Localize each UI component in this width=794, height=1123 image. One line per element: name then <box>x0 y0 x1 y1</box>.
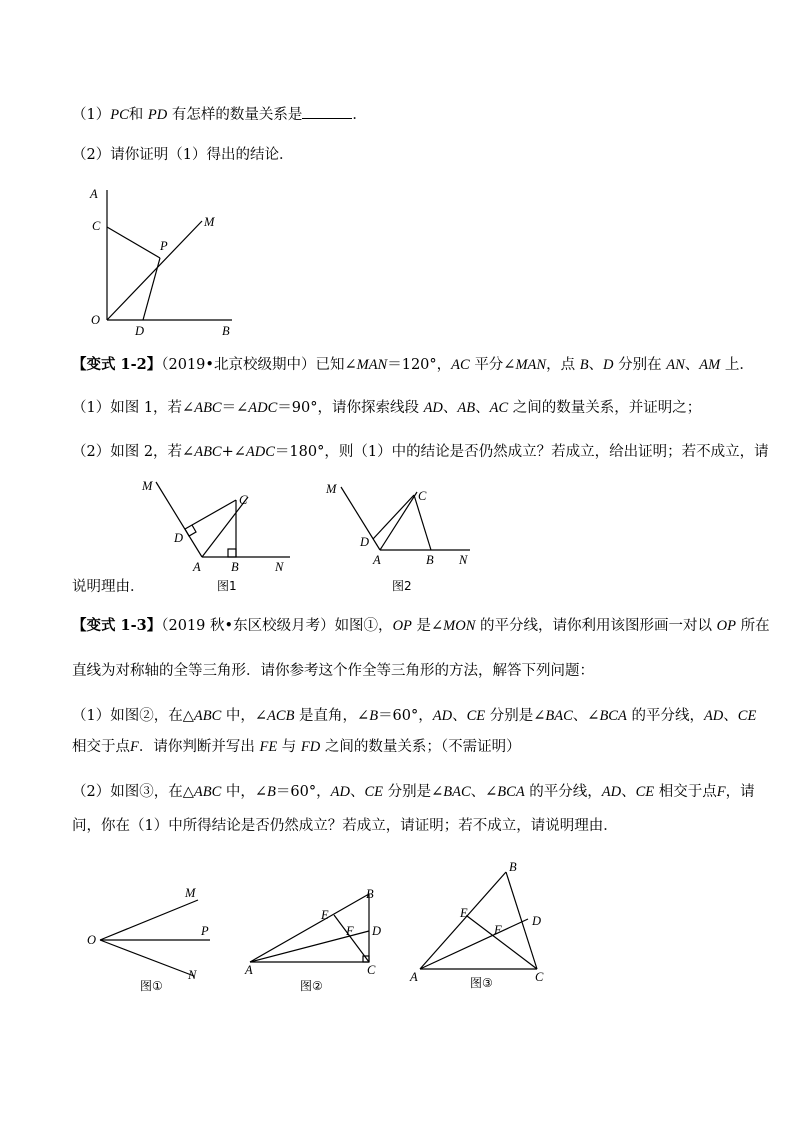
figure-1-caption: 图1 <box>217 579 237 593</box>
t: ，请 <box>725 784 755 800</box>
variant-source: （2019 秋•东区校级月考） <box>161 618 335 634</box>
t: 是∠ <box>416 618 444 634</box>
var: FE <box>259 739 278 755</box>
var: ADC <box>245 444 275 460</box>
label-c: C <box>239 493 248 507</box>
label-c: C <box>92 219 101 233</box>
question-1-line <box>72 104 367 124</box>
label-n: N <box>275 560 284 574</box>
label-c: C <box>535 970 544 984</box>
t: 、 <box>588 357 604 373</box>
label-f: F <box>346 924 354 938</box>
var: ABC <box>193 708 222 724</box>
var: AD <box>432 708 453 724</box>
figure-angle-bisector <box>80 180 250 338</box>
variant-1-2-line <box>72 356 754 374</box>
t: 、 <box>621 784 636 800</box>
figure-circle-3 <box>404 855 564 995</box>
t: 所在 <box>740 618 770 634</box>
var: AD <box>330 784 350 800</box>
t: 的平分线， <box>529 784 602 800</box>
var: BAC <box>443 784 471 800</box>
var: AN <box>666 357 685 373</box>
label-n: N <box>188 968 197 982</box>
var: B <box>369 708 379 724</box>
t: ＝60°， <box>275 784 331 800</box>
var: B <box>267 784 276 800</box>
figure-2 <box>320 470 480 600</box>
t: 是直角，∠ <box>299 708 370 724</box>
variant-1-2-q2-cont <box>72 578 145 596</box>
label-m: M <box>326 482 337 496</box>
var: MAN <box>356 357 388 373</box>
label-d: D <box>135 324 145 338</box>
label-f: F <box>494 923 502 937</box>
t: 说明理由． <box>72 579 145 595</box>
var: OP <box>392 618 412 634</box>
var-pd: PD <box>147 107 168 123</box>
figure-circle-3-caption: 图③ <box>470 976 493 990</box>
var: ABC <box>194 444 222 460</box>
t: ＝120°， <box>387 357 452 373</box>
variant-1-3-q2-line-2 <box>72 817 618 835</box>
t: 直线为对称轴的全等三角形．请你参考这个作全等三角形的方法，解答下列问题： <box>72 663 594 679</box>
t: 分别是∠ <box>387 784 444 800</box>
var: F <box>716 784 726 800</box>
label-c: C <box>418 489 427 503</box>
variant-1-3-q2-line <box>72 783 755 801</box>
label-a: A <box>410 970 418 984</box>
variant-tag: 【变式 1-2】 <box>72 356 162 373</box>
question-2-line <box>72 146 293 164</box>
t: 的平分线， <box>631 708 704 724</box>
t: 、∠ <box>470 784 498 800</box>
var: D <box>603 357 614 373</box>
variant-1-2-q2-line <box>72 443 769 461</box>
var: AD <box>703 708 724 724</box>
t: 中，∠ <box>225 784 268 800</box>
var: MON <box>443 618 476 634</box>
label-o: O <box>87 933 97 947</box>
t: 分别在 <box>618 357 662 373</box>
var: ABC <box>193 784 222 800</box>
figure-2-caption: 图2 <box>392 579 412 593</box>
label-a: A <box>245 963 253 977</box>
t: ＝∠ <box>221 400 249 416</box>
var: BCA <box>599 708 627 724</box>
text-he: 和 <box>128 107 144 123</box>
figure-1 <box>140 470 300 600</box>
var: AC <box>451 357 470 373</box>
t: 之间的数量关系；（不需证明） <box>324 739 521 755</box>
label-c: C <box>367 963 376 977</box>
t: 相交于点 <box>658 784 717 800</box>
t: 的平分线，请你利用该图形画一对以 <box>480 618 713 634</box>
var: ACB <box>267 708 295 724</box>
var: AD <box>601 784 622 800</box>
t: 、 <box>475 400 490 416</box>
figure-circle-2 <box>240 880 400 1000</box>
var: ABC <box>194 400 222 416</box>
t: ，点 <box>546 357 576 373</box>
var: B <box>579 357 589 373</box>
t: 上． <box>724 357 754 373</box>
answer-blank <box>302 104 352 119</box>
label-a: A <box>193 560 201 574</box>
var: OP <box>716 618 736 634</box>
var: ADC <box>248 400 278 416</box>
label-b: B <box>231 560 239 574</box>
t: （2）如图 2，若∠ <box>72 444 195 460</box>
label-a: A <box>90 187 98 201</box>
q-text: 有怎样的数量关系是 <box>171 107 303 123</box>
figure-circle-2-caption: 图② <box>300 979 323 993</box>
t: （1）如图 1，若∠ <box>72 400 195 416</box>
var: MAN <box>515 357 547 373</box>
t: 分别是∠ <box>489 708 546 724</box>
var: AB <box>457 400 476 416</box>
var: F <box>130 739 139 755</box>
q2-text: （2）请你证明（1）得出的结论． <box>72 147 294 163</box>
label-m: M <box>204 215 215 229</box>
t: 与 <box>281 739 297 755</box>
figure-circle-1-caption: 图① <box>140 979 163 993</box>
label-a: A <box>373 553 381 567</box>
var: FD <box>300 739 321 755</box>
var: AC <box>489 400 509 416</box>
label-b: B <box>366 887 374 901</box>
label-e: E <box>321 908 329 922</box>
label-d: D <box>360 535 370 549</box>
label-e: E <box>460 906 468 920</box>
t: 已知∠ <box>315 357 357 373</box>
var: CE <box>737 708 757 724</box>
variant-1-3-line <box>72 617 770 635</box>
figure-circle-1 <box>84 880 224 1000</box>
var: CE <box>635 784 655 800</box>
q-end: ． <box>352 107 367 123</box>
t: 中，∠ <box>225 708 268 724</box>
t: 问，你在（1）中所得结论是否仍然成立？若成立，请证明；若不成立，请说明理由． <box>72 818 618 834</box>
t: 之间的数量关系，并证明之； <box>512 400 702 416</box>
t: （2）如图③，在△ <box>72 784 194 800</box>
label-o: O <box>91 313 101 327</box>
label-p: P <box>201 924 209 938</box>
label-p: P <box>160 239 168 253</box>
var-pc: PC <box>110 107 129 123</box>
t: 、 <box>723 708 738 724</box>
t: 、 <box>684 357 700 373</box>
var: BAC <box>545 708 573 724</box>
label-d: D <box>174 531 184 545</box>
var: AM <box>699 357 721 373</box>
variant-source: （2019•北京校级期中） <box>161 357 316 373</box>
label-m: M <box>185 886 196 900</box>
t: 、 <box>442 400 458 416</box>
t: 相交于点 <box>72 739 130 755</box>
var: BCA <box>497 784 525 800</box>
t: 如图①， <box>334 618 393 634</box>
var: CE <box>364 784 383 800</box>
t: 、∠ <box>572 708 600 724</box>
t: ．请你判断并写出 <box>138 739 255 755</box>
q-prefix: （1） <box>72 107 111 123</box>
variant-1-3-q1-line-2 <box>72 738 521 756</box>
t: ＝180°，则（1）中的结论是否仍然成立？若成立，给出证明；若不成立，请 <box>274 444 769 460</box>
t: 平分∠ <box>474 357 516 373</box>
label-b: B <box>509 860 517 874</box>
label-d: D <box>372 924 382 938</box>
var: CE <box>466 708 486 724</box>
t: （1）如图②，在△ <box>72 708 194 724</box>
var: AD <box>423 400 443 416</box>
variant-tag: 【变式 1-3】 <box>72 617 162 634</box>
variant-1-2-q1-line <box>72 399 701 417</box>
variant-1-3-line-2 <box>72 662 594 680</box>
t: ＝60°， <box>378 708 433 724</box>
t: +∠ <box>221 444 246 460</box>
t: 、 <box>452 708 467 724</box>
label-b: B <box>222 324 230 338</box>
variant-1-3-q1-line <box>72 707 756 725</box>
t: 、 <box>349 784 365 800</box>
label-m: M <box>142 479 153 493</box>
label-n: N <box>459 553 468 567</box>
t: ＝90°，请你探索线段 <box>277 400 419 416</box>
label-b: B <box>426 553 434 567</box>
label-d: D <box>532 914 542 928</box>
